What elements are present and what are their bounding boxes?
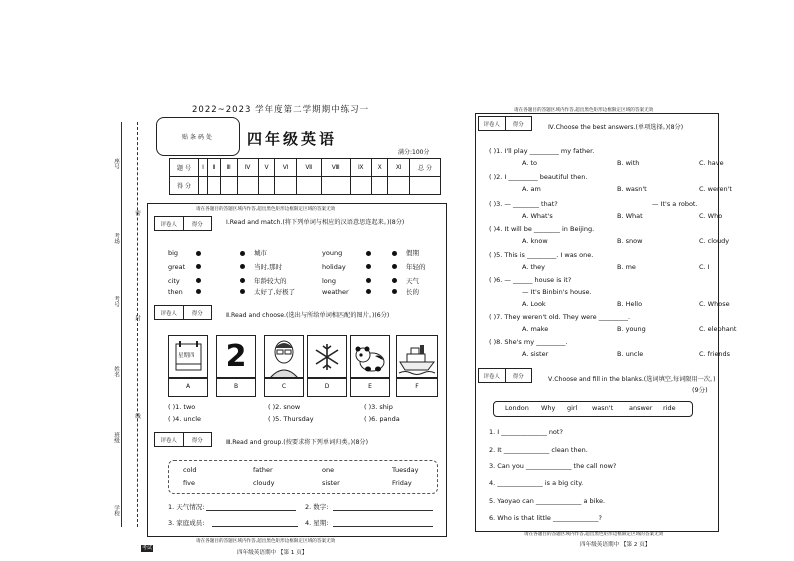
match-dot[interactable] (366, 264, 371, 269)
answer-line[interactable] (333, 510, 433, 511)
fill-sentence[interactable]: 5. Yaoyao can ______________ a bike. (489, 497, 606, 505)
fill-word: wasn't (592, 404, 614, 412)
side-label-seat: 座号 (113, 158, 119, 170)
score-header-cell: Ⅹ (371, 159, 388, 177)
match-meaning: 年龄较大的 (254, 277, 287, 285)
match-meaning: 天气 (406, 277, 419, 285)
fill-sentence[interactable]: 3. Can you ______________ the call now? (489, 462, 617, 470)
match-dot[interactable] (366, 289, 371, 294)
mc-question-extra: — It's a robot. (652, 200, 698, 208)
match-dot[interactable] (196, 278, 201, 283)
fill-word: answer (629, 404, 653, 412)
group-word: father (253, 466, 273, 474)
pic-letter-d: D (307, 377, 347, 397)
side-label-name: 姓名 (113, 366, 119, 378)
pic-letter-c: C (264, 377, 304, 397)
choose-item[interactable]: ( )5. Thursday (268, 415, 314, 423)
scorer-box-4 (478, 116, 532, 131)
match-word: weather (322, 288, 349, 296)
mc-option-c[interactable]: C. Who (699, 212, 723, 220)
score-label: 得分 (512, 121, 524, 128)
picture-ship (396, 335, 438, 379)
match-word: then (168, 288, 183, 296)
barcode-box (156, 117, 240, 156)
side-label-seal1: 密 (134, 210, 140, 216)
match-dot[interactable] (392, 251, 397, 256)
group-word: cold (183, 466, 197, 474)
score-cell[interactable] (258, 177, 275, 195)
score-header-cell: Ⅺ (388, 159, 410, 177)
match-meaning: 太好了,好极了 (254, 288, 296, 296)
picture-calendar (168, 335, 208, 379)
score-header-cell: Ⅲ (220, 159, 237, 177)
scorer-box-3 (154, 432, 212, 447)
fill-sentence[interactable]: 2. It ______________ clean then. (489, 446, 588, 454)
answer-line[interactable] (212, 526, 298, 527)
fill-word: Why (541, 404, 556, 412)
match-word: big (168, 249, 179, 257)
score-header-cell: Ⅰ (199, 159, 208, 177)
left-notice-bottom: 请在各题目的答题区域内作答,超出黑色矩形边框限定区域的答案无效 (196, 539, 336, 544)
picture-man (264, 335, 304, 379)
mc-option-b[interactable]: B. Hello (617, 300, 643, 308)
snowflake-icon (308, 336, 346, 378)
score-header-cell: Ⅴ (258, 159, 275, 177)
score-cell[interactable] (371, 177, 388, 195)
mc-question: ( )5. This is _________. I was one. (489, 251, 594, 259)
mc-option-a[interactable]: A. they (522, 263, 545, 271)
score-cell[interactable] (410, 177, 441, 195)
score-header-cell: Ⅶ (296, 159, 321, 177)
mc-option-a[interactable]: A. am (522, 185, 541, 193)
fill-word: London (505, 404, 529, 412)
fill-word: ride (663, 404, 676, 412)
match-dot[interactable] (240, 289, 245, 294)
match-dot[interactable] (240, 264, 245, 269)
match-dot[interactable] (366, 278, 371, 283)
score-header-cell: Ⅳ (237, 159, 258, 177)
side-label-examno: 考号 (113, 296, 119, 308)
section-4-title: Ⅳ.Choose the best answers.(单项选择。)(8分) (548, 124, 684, 131)
match-dot[interactable] (240, 278, 245, 283)
corner-mark: 考试 (141, 545, 152, 551)
section-5-points: (9分) (692, 386, 708, 394)
subject-title: 四年级英语 (247, 130, 338, 148)
score-cell[interactable] (350, 177, 371, 195)
fill-sentence[interactable]: 6. Who is that little ______________? (489, 514, 602, 522)
score-label: 得分 (191, 437, 203, 444)
side-label-line: 线 (134, 413, 140, 419)
answer-line[interactable] (206, 510, 296, 511)
choose-item[interactable]: ( )3. ship (364, 403, 393, 411)
mc-option-b[interactable]: B. me (617, 263, 636, 271)
side-label-class: 班级 (113, 432, 119, 444)
exam-title: 2022~2023 学年度第二学期期中练习一 (192, 105, 370, 115)
section-3-title: Ⅲ.Read and group.(按要求将下列单词归类。)(8分) (226, 439, 369, 446)
match-word: long (322, 277, 337, 285)
full-score: 满分:100分 (398, 149, 430, 156)
match-word: great (168, 263, 186, 271)
section-1-title: Ⅰ.Read and match.(将下列单词与相应的汉语意思连起来。)(8分) (226, 219, 405, 226)
group-word: five (183, 479, 195, 487)
number-two-glyph: 2 (225, 339, 247, 374)
score-header-cell: Ⅸ (350, 159, 371, 177)
mc-option-b[interactable]: B. with (617, 159, 640, 167)
score-cell[interactable] (208, 177, 221, 195)
match-meaning: 城市 (254, 249, 267, 257)
mc-option-a[interactable]: A. sister (522, 350, 549, 358)
match-word: holiday (322, 263, 346, 271)
mc-option-c[interactable]: C. friends (699, 350, 731, 358)
mc-question: ( )2. I _________ beautiful then. (489, 173, 588, 181)
scorer-label: 评卷人 (155, 433, 184, 446)
score-label: 得分 (191, 221, 203, 228)
pic-letter-b: B (216, 377, 256, 397)
score-cell[interactable] (388, 177, 410, 195)
group-category: 2. 数字: (305, 503, 329, 511)
mc-option-a[interactable]: A. Look (522, 300, 546, 308)
score-cell[interactable] (237, 177, 258, 195)
mc-question: ( )8. She's my _________. (489, 338, 568, 346)
score-table (169, 158, 441, 195)
match-dot[interactable] (196, 264, 201, 269)
group-category: 1. 天气情况: (168, 503, 205, 511)
scorer-label: 评卷人 (155, 306, 184, 319)
scorer-label: 评卷人 (155, 217, 184, 230)
side-label-seal2: 封 (134, 315, 140, 321)
left-footer: 四年级英语期中 【第 1 页】 (237, 550, 308, 556)
pic-letter-a: A (168, 377, 208, 397)
score-header-cell: Ⅱ (208, 159, 221, 177)
group-word: cloudy (253, 479, 275, 487)
scorer-box-5 (478, 368, 532, 383)
scorer-box-2 (154, 305, 212, 320)
match-dot[interactable] (196, 251, 201, 256)
score-cell[interactable] (296, 177, 321, 195)
mc-option-a[interactable]: A. What's (522, 212, 553, 220)
binding-line-inner (137, 122, 138, 527)
match-word: city (168, 277, 180, 285)
right-notice-bottom: 请在各题目的答题区域内作答,超出黑色矩形边框限定区域的答案无效 (524, 532, 664, 537)
fill-sentence[interactable]: 1. I ______________ not? (489, 428, 563, 436)
scorer-box-1 (154, 216, 212, 231)
match-word: young (322, 249, 343, 257)
pic-letter-e: E (350, 377, 390, 397)
mc-option-c[interactable]: C. I (699, 263, 710, 271)
score-header-cell: Ⅷ (321, 159, 350, 177)
score-row-label: 得 分 (170, 177, 199, 195)
right-notice: 请在各题目的答题区域内作答,超出黑色矩形边框限定区域的答案无效 (514, 108, 654, 113)
score-header-cell: 题 号 (170, 159, 199, 177)
ship-icon (397, 336, 437, 378)
fill-word: girl (567, 404, 578, 412)
answer-line[interactable] (333, 526, 433, 527)
mc-question: ( )6. — ______ house is it? (489, 276, 572, 284)
mc-question-extra: — It's Binbin's house. (522, 288, 592, 296)
pic-letter-f: F (396, 377, 438, 397)
group-word: sister (322, 479, 340, 487)
match-meaning: 年轻的 (406, 263, 426, 271)
score-cell[interactable] (275, 177, 296, 195)
choose-item[interactable]: ( )4. uncle (168, 415, 202, 423)
mc-question: ( )3. — ________ that? (489, 200, 558, 208)
section-5-title: Ⅴ.Choose and fill in the blanks.(选词填空,每词限用一次。) (548, 376, 716, 383)
score-cell[interactable] (220, 177, 237, 195)
group-category: 3. 家庭成员: (168, 519, 205, 527)
score-label: 得分 (191, 310, 203, 317)
section-2-title: Ⅱ.Read and choose.(选出与所给单词相匹配的图片。)(6分) (226, 312, 390, 319)
match-meaning: 长的 (406, 288, 419, 296)
mc-option-a[interactable]: A. to (522, 159, 537, 167)
mc-option-c[interactable]: C. Whose (699, 300, 730, 308)
picture-number-two (216, 335, 256, 379)
side-label-school: 学校 (113, 505, 119, 517)
right-footer: 四年级英语期中 【第 2 页】 (580, 542, 651, 548)
picture-snowflake (307, 335, 347, 379)
mc-option-c[interactable]: C. elephant (699, 325, 737, 333)
mc-option-a[interactable]: A. know (522, 237, 548, 245)
binding-line-outer (121, 122, 122, 527)
scorer-label: 评卷人 (479, 369, 506, 382)
group-word: Tuesday (392, 466, 419, 474)
match-dot[interactable] (366, 251, 371, 256)
fill-sentence[interactable]: 4. ______________ is a big city. (489, 479, 584, 487)
mc-option-b[interactable]: B. snow (617, 237, 643, 245)
panda-icon (351, 336, 389, 378)
mc-option-b[interactable]: B. uncle (617, 350, 644, 358)
mc-question: ( )4. It will be ________ in Beijing. (489, 225, 595, 233)
mc-question: ( )7. They weren't old. They were _________. (489, 313, 631, 321)
mc-option-b[interactable]: B. What (617, 212, 643, 220)
match-dot[interactable] (196, 289, 201, 294)
barcode-label: 贴条码处 (181, 134, 214, 141)
mc-option-a[interactable]: A. make (522, 325, 549, 333)
score-header-cell: Ⅵ (275, 159, 296, 177)
scorer-label: 评卷人 (479, 117, 506, 130)
mc-option-c[interactable]: C. cloudy (699, 237, 730, 245)
mc-option-c[interactable]: C. weren't (699, 185, 732, 193)
left-notice: 请在各题目的答题区域内作答,超出黑色矩形边框限定区域的答案无效 (196, 207, 336, 212)
match-meaning: 假期 (406, 249, 419, 257)
match-dot[interactable] (392, 278, 397, 283)
man-icon (265, 336, 303, 378)
mc-option-b[interactable]: B. wasn't (617, 185, 647, 193)
picture-panda (350, 335, 390, 379)
match-dot[interactable] (392, 264, 397, 269)
mc-question: ( )1. I'll play _________ my father. (489, 147, 595, 155)
side-label-room: 考场 (113, 233, 119, 245)
choose-item[interactable]: ( )1. two (168, 403, 196, 411)
score-header-cell: 总 分 (410, 159, 441, 177)
match-dot[interactable] (240, 251, 245, 256)
match-dot[interactable] (392, 289, 397, 294)
mc-option-c[interactable]: C. have (699, 159, 724, 167)
calendar-text: 星期四 (178, 353, 195, 359)
score-label: 得分 (512, 373, 524, 380)
score-cell[interactable] (199, 177, 208, 195)
group-category: 4. 星期: (305, 519, 329, 527)
match-meaning: 当时,那时 (254, 263, 283, 271)
group-word: Friday (392, 479, 412, 487)
group-word: one (322, 466, 335, 474)
choose-item[interactable]: ( )2. snow (268, 403, 301, 411)
score-cell[interactable] (321, 177, 350, 195)
choose-item[interactable]: ( )6. panda (364, 415, 400, 423)
mc-option-b[interactable]: B. young (617, 325, 646, 333)
